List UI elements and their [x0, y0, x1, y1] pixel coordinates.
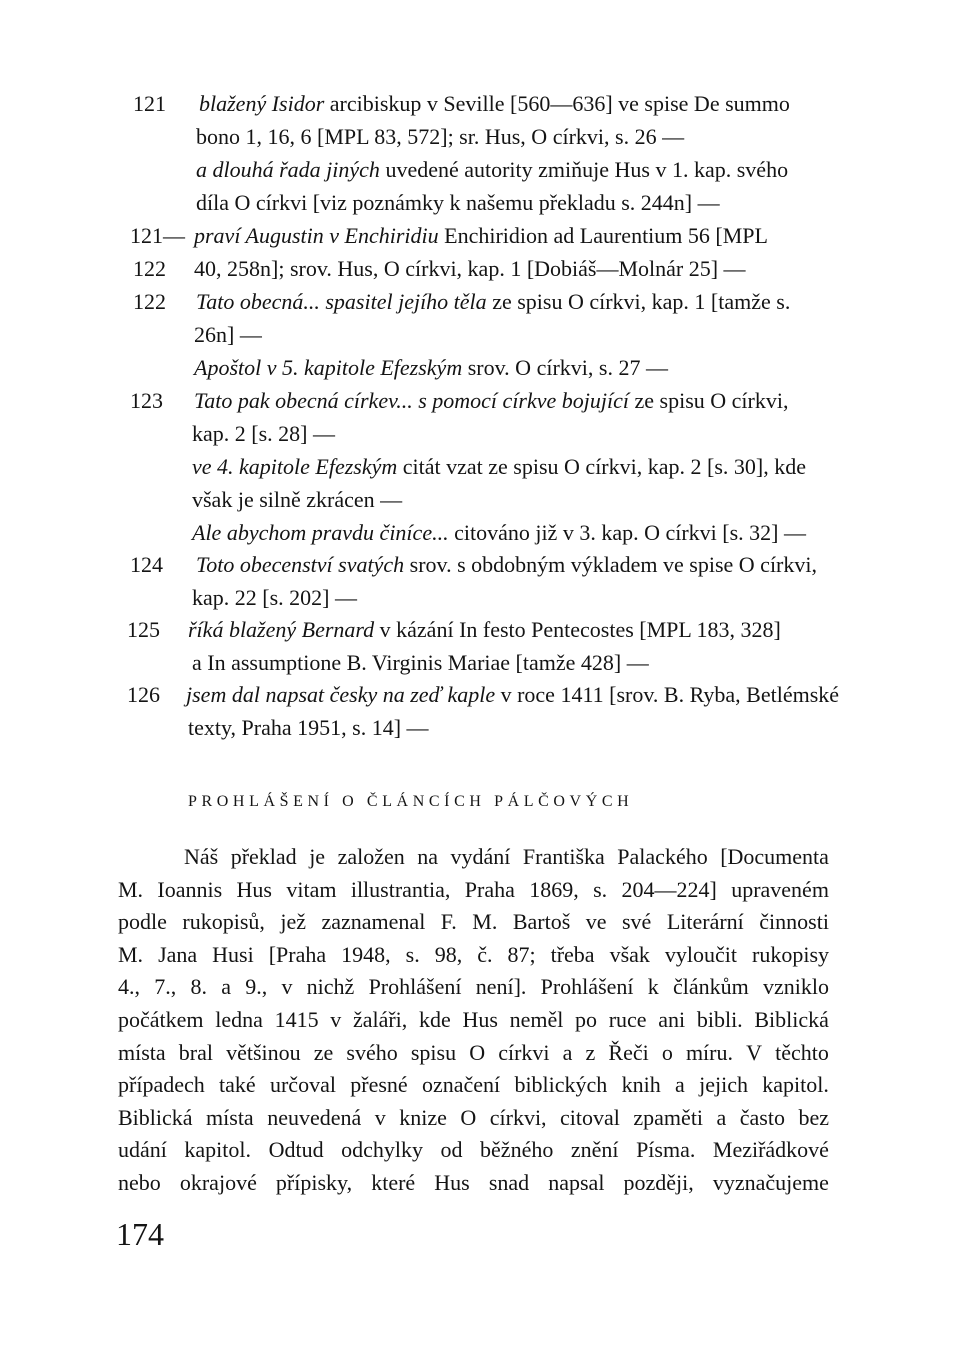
- paragraph-line: [118, 1134, 829, 1166]
- word: neměl: [509, 1007, 564, 1032]
- word: rukopisů,: [182, 909, 265, 935]
- paragraph-line: [184, 841, 829, 873]
- word: v: [330, 1007, 342, 1032]
- word: knih: [621, 1072, 661, 1098]
- word: článkům: [672, 974, 749, 1000]
- word: s.: [405, 941, 420, 967]
- word: označení: [421, 1072, 501, 1098]
- word: 8.: [190, 974, 207, 1000]
- word: Bartoš: [512, 909, 571, 935]
- word: nebo: [118, 1170, 161, 1195]
- paragraph-line: [118, 1069, 829, 1101]
- word: ruce: [608, 1007, 647, 1032]
- footnote-text: arcibiskup v Seville [560—636] ve spise De summo: [324, 91, 790, 116]
- footnote-lemma: říká blažený Bernard: [188, 617, 375, 642]
- footnote-line: [196, 121, 684, 153]
- word: zpaměti: [633, 1104, 704, 1130]
- word: k: [647, 974, 659, 1000]
- word: M.: [472, 909, 498, 935]
- word: Praha: [464, 876, 515, 902]
- footnote-text: Enchiridion ad Laurentium 56 [MPL: [438, 223, 768, 248]
- footnote-text: v kázání In festo Pentecostes [MPL 183, 328]: [374, 617, 781, 642]
- word: případech: [118, 1072, 205, 1098]
- footnote-number: 124: [130, 552, 163, 577]
- footnote-line: [196, 187, 720, 219]
- word: 1948,: [341, 941, 391, 967]
- word: snad: [488, 1170, 530, 1195]
- word: z: [585, 1039, 596, 1065]
- footnote-line: [192, 582, 357, 614]
- word: 87;: [507, 941, 536, 967]
- footnote-line: [199, 88, 790, 120]
- footnote-line: [196, 154, 788, 186]
- footnote-lemma: blažený Isidor: [199, 91, 325, 116]
- footnote-text: citát vzat ze spisu O církvi, kap. 2 [s. 30], kde: [397, 454, 806, 479]
- word: Biblická: [754, 1007, 829, 1032]
- footnote-lemma: Tato pak obecná církev... s pomocí církve bojující: [194, 388, 629, 413]
- word: které: [371, 1170, 416, 1195]
- word: 4.,: [118, 974, 140, 1000]
- word: Hus: [434, 1170, 470, 1195]
- word: přípisky,: [275, 1170, 353, 1195]
- word: bral: [178, 1039, 213, 1065]
- paragraph-line: [118, 971, 829, 1003]
- footnote-lemma: Ale abychom pravdu činíce...: [192, 520, 449, 545]
- footnote-line: [194, 220, 768, 252]
- section-heading: PROHLÁŠENÍ O ČLÁNCÍCH PÁLČOVÝCH: [188, 793, 634, 810]
- footnote-line: [192, 418, 335, 450]
- word: Biblická: [118, 1104, 193, 1130]
- word: 98,: [434, 941, 463, 967]
- word: V: [746, 1039, 762, 1065]
- paragraph-line: [118, 939, 829, 971]
- word: církvi,: [489, 1104, 547, 1130]
- word: Prohlášení: [368, 974, 462, 1000]
- word: své: [622, 909, 652, 935]
- word: Náš: [184, 844, 219, 869]
- word: Řeči: [608, 1039, 649, 1065]
- word: a: [562, 1039, 573, 1065]
- word: Hus: [236, 876, 272, 902]
- word: a: [716, 1104, 727, 1130]
- paragraph-line: [118, 1004, 829, 1036]
- word: a: [675, 1072, 685, 1098]
- word: většinou: [226, 1039, 301, 1065]
- footnote-lemma: praví Augustin v Enchiridiu: [194, 223, 439, 248]
- word: Jana: [158, 941, 198, 967]
- word: určoval: [269, 1072, 336, 1098]
- footnote-text: a In assumptione B. Virginis Mariae [tamže 428] —: [192, 650, 649, 675]
- footnote-line: [192, 451, 806, 483]
- footnote-number: 125: [127, 617, 160, 642]
- word: církvi: [498, 1039, 550, 1065]
- word: běžného: [480, 1137, 554, 1163]
- word: ze: [313, 1039, 334, 1065]
- word: neuvedená: [267, 1104, 362, 1130]
- word: Odtud: [268, 1137, 324, 1163]
- footnote-line: [192, 517, 806, 549]
- word: překlad: [230, 844, 297, 869]
- word: biblických: [514, 1072, 608, 1098]
- word: ledna: [215, 1007, 263, 1032]
- word: Literární: [666, 909, 744, 935]
- word: vitam: [286, 876, 337, 902]
- word: spisu: [410, 1039, 457, 1065]
- word: kapitol.: [184, 1137, 252, 1163]
- word: svého: [346, 1039, 398, 1065]
- word: počátkem: [118, 1007, 204, 1032]
- word: přesné: [350, 1072, 408, 1098]
- footnote-lemma: Tato obecná... spasitel jejího těla: [196, 289, 487, 314]
- footnote-number: 122: [133, 289, 166, 314]
- word: nichž: [306, 974, 355, 1000]
- word: podle: [118, 909, 167, 935]
- word: o: [661, 1039, 673, 1065]
- footnote-text: kap. 2 [s. 28] —: [192, 421, 335, 446]
- footnote-line: [188, 712, 429, 744]
- paragraph-line: [118, 874, 829, 906]
- footnote-number: 126: [127, 682, 160, 707]
- word: v: [281, 974, 293, 1000]
- word: bez: [798, 1104, 829, 1130]
- word: O: [469, 1039, 486, 1065]
- word: illustrantia,: [350, 876, 451, 902]
- word: kapitol.: [762, 1072, 829, 1098]
- footnote-number: 121: [133, 91, 166, 116]
- word: je: [309, 844, 326, 869]
- footnote-line: [194, 352, 668, 384]
- word: v: [374, 1104, 386, 1130]
- footnote-text: srov. O církvi, s. 27 —: [462, 355, 668, 380]
- word: vyznačujeme: [712, 1170, 829, 1195]
- word: citoval: [560, 1104, 620, 1130]
- footnote-text: bono 1, 16, 6 [MPL 83, 572]; sr. Hus, O církvi, s. 26 —: [196, 124, 685, 149]
- word: však: [609, 941, 650, 967]
- word: Františka: [522, 844, 605, 869]
- word: 1415: [274, 1007, 319, 1032]
- footnote-text: v roce 1411 [srov. B. Ryba, Betlémské: [495, 682, 840, 707]
- word: od: [440, 1137, 463, 1163]
- footnote-text: srov. s obdobným výkladem ve spise O církvi,: [404, 552, 817, 577]
- word: [Documenta: [720, 844, 829, 869]
- word: znění: [570, 1137, 619, 1163]
- word: bibli.: [696, 1007, 743, 1032]
- footnote-number: 122: [133, 256, 166, 281]
- footnote-text: ze spisu O církvi,: [629, 388, 789, 413]
- footnote-text: ze spisu O církvi, kap. 1 [tamže s.: [486, 289, 791, 314]
- footnote-line: [188, 614, 781, 646]
- word: a: [221, 974, 231, 1000]
- paragraph-line: [118, 1037, 829, 1069]
- word: založen: [337, 844, 405, 869]
- word: často: [739, 1104, 785, 1130]
- word: míru.: [685, 1039, 733, 1065]
- paragraph-line: [118, 1102, 829, 1134]
- word: vzniklo: [762, 974, 829, 1000]
- word: Hus: [462, 1007, 498, 1032]
- word: místa: [118, 1039, 166, 1065]
- footnote-text: citováno již v 3. kap. O církvi [s. 32] —: [448, 520, 807, 545]
- word: třeba: [550, 941, 595, 967]
- footnote-line: [196, 549, 817, 581]
- word: kde: [418, 1007, 451, 1032]
- paragraph-line: [118, 1167, 829, 1199]
- footnote-text: 40, 258n]; srov. Hus, O církvi, kap. 1 [Dobiáš—Molnár 25] —: [194, 256, 746, 281]
- word: [Praha: [268, 941, 327, 967]
- word: místa: [206, 1104, 254, 1130]
- word: zaznamenal: [321, 909, 426, 935]
- footnote-text: uvedené autority zmiňuje Hus v 1. kap. svého: [379, 157, 789, 182]
- word: později,: [623, 1170, 694, 1195]
- word: 9.,: [245, 974, 268, 1000]
- footnote-text: texty, Praha 1951, s. 14] —: [188, 715, 429, 740]
- word: není].: [475, 974, 527, 1000]
- word: žaláři,: [352, 1007, 408, 1032]
- word: také: [219, 1072, 256, 1098]
- word: 1869,: [529, 876, 579, 902]
- word: Písma.: [636, 1137, 696, 1163]
- word: jejich: [699, 1072, 748, 1098]
- footnote-line: [196, 286, 790, 318]
- word: jež: [280, 909, 307, 935]
- page-number: 174: [116, 1216, 164, 1252]
- word: Prohlášení: [540, 974, 634, 1000]
- word: ani: [658, 1007, 686, 1032]
- footnote-text: díla O církvi [viz poznámky k našemu překladu s. 244n] —: [196, 190, 720, 215]
- word: Husi: [212, 941, 254, 967]
- footnote-text: 26n] —: [194, 322, 262, 347]
- word: odchylky: [341, 1137, 423, 1163]
- word: vydání: [450, 844, 511, 869]
- word: knize: [399, 1104, 447, 1130]
- word: těchto: [775, 1039, 829, 1065]
- word: okrajové: [179, 1170, 257, 1195]
- word: O: [460, 1104, 477, 1130]
- footnote-lemma: jsem dal napsat česky na zeď kaple: [186, 682, 496, 707]
- word: napsal: [548, 1170, 605, 1195]
- footnote-number: 121—: [130, 223, 185, 248]
- word: po: [575, 1007, 598, 1032]
- word: 7.,: [154, 974, 177, 1000]
- footnote-line: [194, 319, 262, 351]
- word: s.: [593, 876, 608, 902]
- word: M.: [118, 876, 144, 902]
- word: upraveném: [731, 876, 829, 902]
- word: ve: [585, 909, 607, 935]
- word: vyloučit: [664, 941, 737, 967]
- word: Palackého: [617, 844, 708, 869]
- word: udání: [118, 1137, 167, 1163]
- footnote-text: kap. 22 [s. 202] —: [192, 585, 357, 610]
- word: rukopisy: [752, 941, 829, 967]
- footnote-text: však je silně zkrácen —: [192, 487, 403, 512]
- word: M.: [118, 941, 144, 967]
- paragraph-line: [118, 906, 829, 938]
- footnote-lemma: a dlouhá řada jiných: [196, 157, 380, 182]
- word: Ioannis: [157, 876, 223, 902]
- footnote-line: [192, 647, 649, 679]
- word: F.: [440, 909, 457, 935]
- footnote-lemma: Apoštol v 5. kapitole Efezským: [194, 355, 463, 380]
- word: na: [417, 844, 439, 869]
- footnote-number: 123: [130, 388, 163, 413]
- footnote-line: [186, 679, 839, 711]
- word: činnosti: [759, 909, 829, 935]
- footnote-lemma: ve 4. kapitole Efezským: [192, 454, 398, 479]
- footnote-lemma: Toto obecenství svatých: [196, 552, 405, 577]
- footnote-line: [194, 253, 746, 285]
- footnote-line: [194, 385, 788, 417]
- footnote-line: [192, 484, 402, 516]
- word: Meziřádkové: [712, 1137, 829, 1163]
- word: 204—224]: [621, 876, 717, 902]
- word: č.: [477, 941, 493, 967]
